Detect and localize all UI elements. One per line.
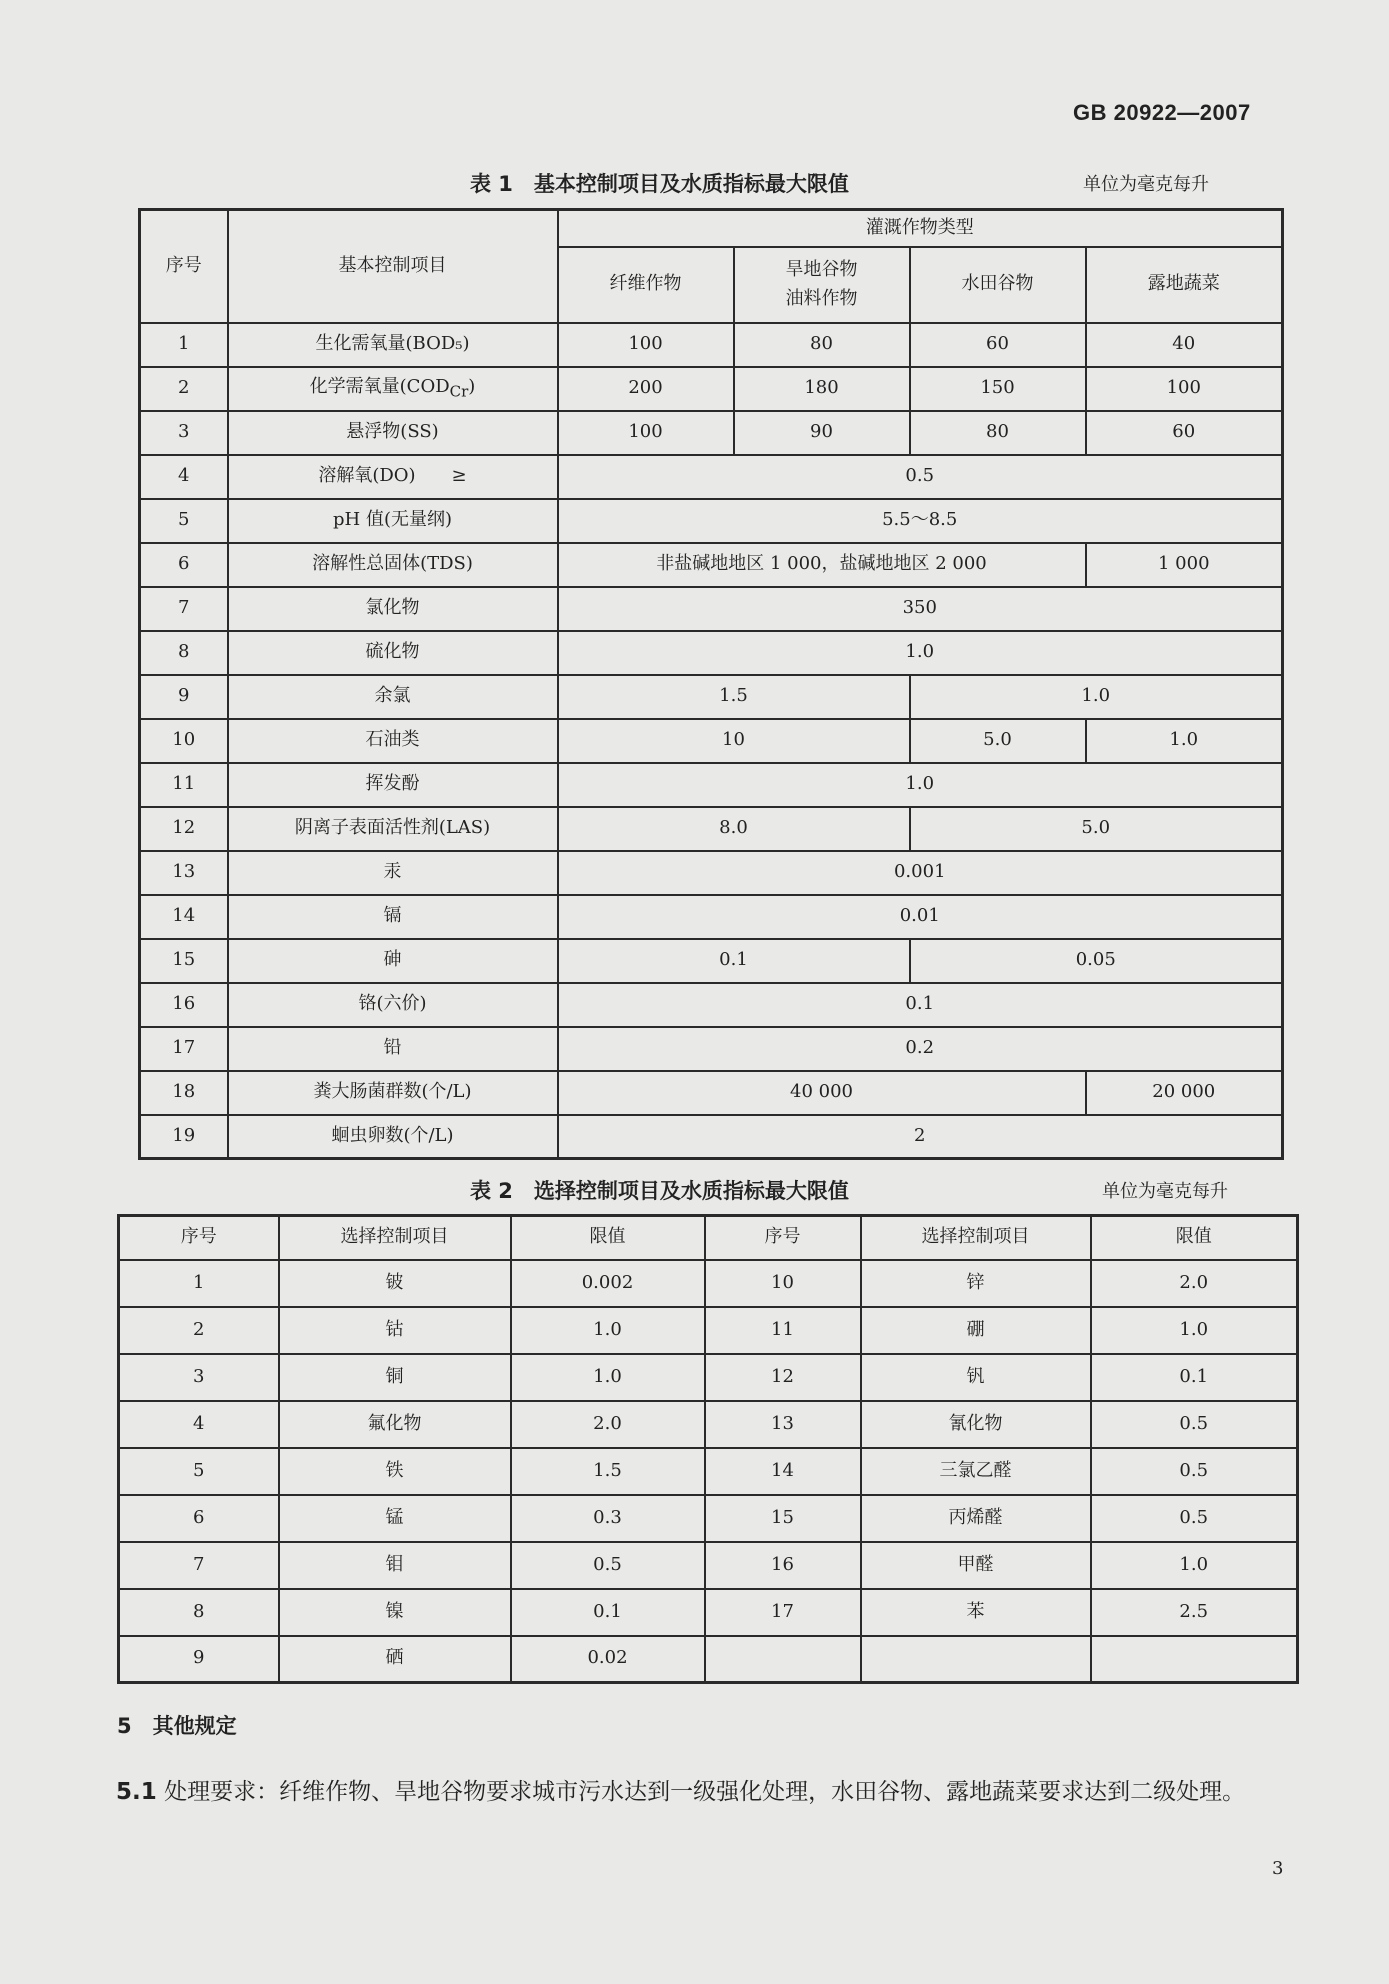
row-value: 60 [1086,411,1283,455]
table-row [140,411,1283,455]
row-value: 20 000 [1086,1071,1283,1115]
row-value: 80 [910,411,1086,455]
row-item: 汞 [228,851,558,895]
row-seq: 14 [140,895,228,939]
row-cell: 锰 [279,1495,511,1542]
row-value: 90 [734,411,910,455]
row-item: 悬浮物(SS) [228,411,558,455]
table-row [119,1636,1298,1683]
row-cell: 硼 [861,1307,1091,1354]
selective-control-table [117,1214,1299,1684]
row-value: 40 000 [558,1071,1086,1115]
row-seq: 15 [140,939,228,983]
row-value: 100 [1086,367,1283,411]
row-cell: 17 [705,1589,861,1636]
row-value: 5.0 [910,719,1086,763]
header-crop-c4: 露地蔬菜 [1086,247,1283,323]
table-row [140,631,1283,675]
table-row [140,675,1283,719]
row-seq: 2 [140,367,228,411]
row-value: 10 [558,719,910,763]
table-row [140,983,1283,1027]
row-cell: 0.1 [1091,1354,1298,1401]
row-item: 石油类 [228,719,558,763]
row-cell [1091,1636,1298,1683]
row-seq: 3 [140,411,228,455]
row-cell: 2.0 [511,1401,705,1448]
row-cell: 13 [705,1401,861,1448]
row-cell: 16 [705,1542,861,1589]
row-item: 铬(六价) [228,983,558,1027]
header-item: 基本控制项目 [228,210,558,323]
table1-caption: 表 1 基本控制项目及水质指标最大限值 [470,172,849,196]
row-value: 0.05 [910,939,1283,983]
row-cell: 0.3 [511,1495,705,1542]
row-value: 1.0 [558,763,1283,807]
row-cell: 镍 [279,1589,511,1636]
row-value: 350 [558,587,1283,631]
row-cell: 2.0 [1091,1260,1298,1307]
row-value: 100 [558,323,734,367]
row-cell: 4 [119,1401,279,1448]
row-item: 铅 [228,1027,558,1071]
row-value: 5.5～8.5 [558,499,1283,543]
row-item: 生化需氧量(BOD₅) [228,323,558,367]
row-value: 5.0 [910,807,1283,851]
row-item: 氯化物 [228,587,558,631]
row-item: pH 值(无量纲) [228,499,558,543]
paragraph-number: 5.1 [116,1779,157,1805]
row-cell: 0.5 [1091,1401,1298,1448]
row-item: 溶解氧(DO) ≥ [228,455,558,499]
row-value: 150 [910,367,1086,411]
row-value: 2 [558,1115,1283,1159]
row-item: 砷 [228,939,558,983]
row-cell: 铜 [279,1354,511,1401]
table-row [140,367,1283,411]
row-seq: 11 [140,763,228,807]
row-item: 硫化物 [228,631,558,675]
row-cell: 三氯乙醛 [861,1448,1091,1495]
table-row [119,1542,1298,1589]
row-seq: 5 [140,499,228,543]
row-item: 化学需氧量$(COD_{Cr})$ [228,367,558,411]
standard-number: GB 20922—2007 [1073,100,1251,125]
row-seq: 8 [140,631,228,675]
table-row [140,587,1283,631]
row-value: 80 [734,323,910,367]
row-cell: 2.5 [1091,1589,1298,1636]
row-cell [861,1636,1091,1683]
header-col: 限值 [511,1216,705,1260]
header-col: 限值 [1091,1216,1298,1260]
table-row [119,1448,1298,1495]
row-seq: 9 [140,675,228,719]
row-value: 0.5 [558,455,1283,499]
row-item: 镉 [228,895,558,939]
table-row [140,499,1283,543]
table-row [140,1027,1283,1071]
header-crop-c1: 纤维作物 [558,247,734,323]
row-cell: 苯 [861,1589,1091,1636]
table-row [119,1495,1298,1542]
row-cell: 3 [119,1354,279,1401]
row-cell: 1.0 [1091,1542,1298,1589]
table1-unit: 单位为毫克每升 [1083,174,1209,195]
table-row [140,851,1283,895]
table-row [140,719,1283,763]
header-col: 序号 [119,1216,279,1260]
header-crop-c2: 旱地谷物 油料作物 [734,247,910,323]
table-row [140,807,1283,851]
row-value: 0.1 [558,983,1283,1027]
row-cell: 8 [119,1589,279,1636]
paragraph-text: 处理要求：纤维作物、旱地谷物要求城市污水达到一级强化处理，水田谷物、露地蔬菜要求达到二级处理。 [164,1779,1246,1805]
row-cell: 6 [119,1495,279,1542]
row-cell: 氰化物 [861,1401,1091,1448]
page-number: 3 [1272,1858,1284,1879]
row-cell: 铍 [279,1260,511,1307]
row-cell: 铁 [279,1448,511,1495]
row-cell: 10 [705,1260,861,1307]
row-cell: 14 [705,1448,861,1495]
row-value: 200 [558,367,734,411]
table2-unit: 单位为毫克每升 [1102,1181,1228,1202]
row-value: 0.001 [558,851,1283,895]
header-seq: 序号 [140,210,228,323]
row-value: 1.0 [910,675,1283,719]
row-item: 余氯 [228,675,558,719]
row-cell: 1.5 [511,1448,705,1495]
table-row [140,895,1283,939]
row-seq: 4 [140,455,228,499]
row-value: 1.0 [1086,719,1283,763]
row-item: 挥发酚 [228,763,558,807]
table-row [119,1307,1298,1354]
row-seq: 13 [140,851,228,895]
row-cell: 11 [705,1307,861,1354]
table2-caption: 表 2 选择控制项目及水质指标最大限值 [470,1179,849,1203]
row-value: 非盐碱地地区 1 000，盐碱地地区 2 000 [558,543,1086,587]
row-seq: 19 [140,1115,228,1159]
row-value: 180 [734,367,910,411]
row-value: 1.0 [558,631,1283,675]
table-row [140,1071,1283,1115]
row-value: 8.0 [558,807,910,851]
table-row [140,939,1283,983]
row-value: 100 [558,411,734,455]
row-value: 60 [910,323,1086,367]
row-cell: 氟化物 [279,1401,511,1448]
table-row [140,763,1283,807]
table-row [119,1401,1298,1448]
header-crop-type: 灌溉作物类型 [558,210,1283,247]
row-seq: 1 [140,323,228,367]
row-cell: 15 [705,1495,861,1542]
table-row [140,1115,1283,1159]
section-5-1-paragraph [116,1770,1301,1814]
row-cell: 钴 [279,1307,511,1354]
row-cell: 0.002 [511,1260,705,1307]
row-value: 40 [1086,323,1283,367]
row-cell: 1.0 [511,1307,705,1354]
row-value: 0.1 [558,939,910,983]
row-value: 0.2 [558,1027,1283,1071]
row-seq: 16 [140,983,228,1027]
table-row [140,543,1283,587]
row-cell: 2 [119,1307,279,1354]
row-cell: 钒 [861,1354,1091,1401]
row-cell: 硒 [279,1636,511,1683]
row-value: 0.01 [558,895,1283,939]
row-seq: 17 [140,1027,228,1071]
table-row [119,1354,1298,1401]
row-item: 粪大肠菌群数(个/L) [228,1071,558,1115]
row-seq: 18 [140,1071,228,1115]
row-cell: 9 [119,1636,279,1683]
row-cell: 甲醛 [861,1542,1091,1589]
row-cell: 1.0 [1091,1307,1298,1354]
header-col: 序号 [705,1216,861,1260]
row-cell: 0.02 [511,1636,705,1683]
row-cell: 0.5 [1091,1495,1298,1542]
row-seq: 6 [140,543,228,587]
row-value: 1.5 [558,675,910,719]
row-cell: 1 [119,1260,279,1307]
table-row [140,323,1283,367]
header-col: 选择控制项目 [279,1216,511,1260]
table-row [140,455,1283,499]
row-cell: 0.5 [1091,1448,1298,1495]
table-row [119,1260,1298,1307]
row-cell: 12 [705,1354,861,1401]
row-cell: 5 [119,1448,279,1495]
row-cell: 锌 [861,1260,1091,1307]
row-cell: 0.5 [511,1542,705,1589]
row-cell: 钼 [279,1542,511,1589]
header-crop-c3: 水田谷物 [910,247,1086,323]
row-item: 阴离子表面活性剂(LAS) [228,807,558,851]
row-item: 溶解性总固体(TDS) [228,543,558,587]
row-seq: 7 [140,587,228,631]
row-cell [705,1636,861,1683]
basic-control-table [138,208,1284,1160]
row-seq: 10 [140,719,228,763]
row-seq: 12 [140,807,228,851]
row-cell: 7 [119,1542,279,1589]
row-cell: 0.1 [511,1589,705,1636]
row-cell: 1.0 [511,1354,705,1401]
table-row [119,1589,1298,1636]
row-item: 蛔虫卵数(个/L) [228,1115,558,1159]
header-col: 选择控制项目 [861,1216,1091,1260]
row-value: 1 000 [1086,543,1283,587]
section-5-heading: 5 其他规定 [117,1714,237,1738]
row-cell: 丙烯醛 [861,1495,1091,1542]
